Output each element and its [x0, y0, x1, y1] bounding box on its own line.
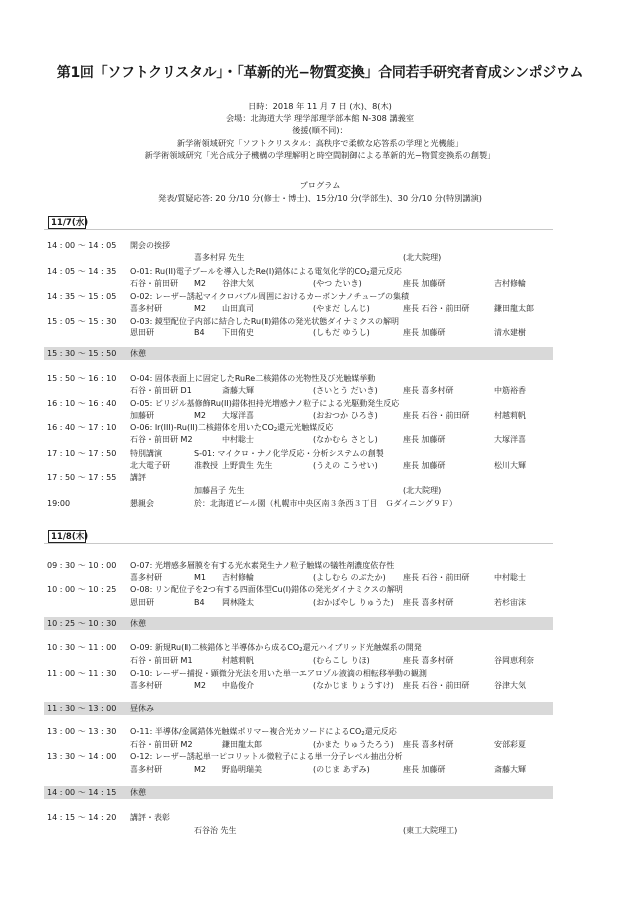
chair-name: 吉村修輪 — [494, 279, 526, 288]
title-part-1: O-01: Ru(II)電子プールを導入したRe(I)錯体による電気化学的CO — [130, 267, 367, 276]
presenter-name: 吉村修輪 — [222, 573, 254, 582]
chair-name: 清水建樹 — [494, 328, 526, 337]
chair-name: 若杉宙沫 — [494, 598, 526, 607]
break-label: 休憩 — [130, 788, 146, 797]
session-col-2: 懇親会 — [130, 499, 154, 508]
day2-label: 11/8(木) — [48, 530, 86, 543]
session-col-3: 准教授 — [194, 461, 218, 470]
title-part-1: O-09: 新規Ru(Ⅱ)二核錯体と半導体から成るCO — [130, 643, 300, 652]
support-label: 後援(順不同)： — [292, 125, 348, 135]
session-col-2: O-08: リン配位子を2つ有する四面体型Cu(Ⅰ)錯体の発光ダイナミクスの解明 — [130, 585, 403, 594]
break-band — [44, 702, 553, 715]
session-title — [130, 727, 397, 737]
chair-name: 村越莉帆 — [494, 411, 526, 420]
presenter-reading: (やまだ しんじ) — [313, 304, 370, 313]
session-col-2: 喜多村研 — [130, 681, 162, 690]
session-col-2: 石谷・前田研 D1 — [130, 386, 192, 395]
session-col-3: M2 — [194, 681, 206, 690]
session-time: 14 : 00 ～ 14 : 15 — [47, 788, 117, 797]
chair-name: 大塚洋喜 — [494, 435, 526, 444]
session-time: 11 : 30 ～ 13 : 00 — [47, 704, 117, 713]
title-part-2: 還元反応 — [364, 727, 397, 736]
break-band — [44, 786, 553, 799]
presenter-reading: (おかばやし りゅうた) — [313, 598, 394, 607]
chair: (東工大院理工) — [403, 826, 458, 835]
chair: 座長 石谷・前田研 — [403, 304, 470, 313]
presenter-name: 下田侑史 — [222, 328, 254, 337]
session-col-3: M2 — [194, 411, 206, 420]
session-time: 17 : 50 ～ 17 : 55 — [47, 473, 117, 482]
presenter-reading: (おおつか ひろき) — [313, 411, 378, 420]
day1-label: 11/7(水) — [48, 216, 86, 229]
presenter-name: 谷津大気 — [222, 279, 254, 288]
presenter-name: 鎌田龍太郎 — [222, 740, 262, 749]
event-date: 日時：2018 年 11 月 7 日 (水)、8(木) — [248, 101, 392, 111]
chair: (北大院理) — [403, 253, 442, 262]
presenter-reading: (のじま あずみ) — [313, 765, 370, 774]
chair-name: 谷津大気 — [494, 681, 526, 690]
chair: 座長 喜多村研 — [403, 656, 454, 665]
presenter-name: 野島明瑞美 — [222, 765, 262, 774]
session-col-2: O-02: レーザー誘起マイクロバブル周囲におけるカーボンナノチューブの集積 — [130, 292, 409, 301]
session-col-2: 石谷・前田研 M2 — [130, 740, 193, 749]
title-part-2: 還元光触媒反応 — [277, 423, 334, 432]
presenter-reading: (むらこし りほ) — [313, 656, 370, 665]
day2-divider — [44, 543, 553, 544]
presenter-reading: (かまた りゅうたろう) — [313, 740, 394, 749]
session-title — [130, 643, 422, 653]
session-col-3: 於：北海道ビール園（札幌市中央区南３条西３丁目 Ｇダイニング９Ｆ） — [194, 499, 457, 508]
session-time: 14 : 00 ～ 14 : 05 — [47, 241, 117, 250]
session-col-2: 特別講演 — [130, 449, 162, 458]
presenter-reading: (なかむら さとし) — [313, 435, 378, 444]
session-col-2: 講評 — [130, 473, 146, 482]
session-col-3: S-01: マイクロ・ナノ化学反応・分析システムの創製 — [194, 449, 384, 458]
chair: 座長 加藤研 — [403, 461, 446, 470]
session-col-2: 恩田研 — [130, 328, 154, 337]
chair: 座長 加藤研 — [403, 328, 446, 337]
title-part-2: 還元ハイブリッド光触媒系の開発 — [302, 643, 422, 652]
session-col-3: 喜多村昇 先生 — [194, 253, 245, 262]
subscript-2: 2 — [361, 731, 365, 737]
session-time: 16 : 40 ～ 17 : 10 — [47, 423, 117, 432]
title-part-1: O-06: Ir(III)-Ru(II)二核錯体を用いたCO — [130, 423, 274, 432]
chair-name: 斎藤大輝 — [494, 765, 526, 774]
session-col-3: M1 — [194, 573, 206, 582]
presenter-reading: (よしむら のぶたか) — [313, 573, 386, 582]
subscript-2: 2 — [366, 271, 370, 277]
session-col-3: 加藤昌子 先生 — [194, 486, 245, 495]
session-time: 14 : 15 ～ 14 : 20 — [47, 813, 117, 822]
chair: 座長 石谷・前田研 — [403, 573, 470, 582]
presenter-name: 岡林隆太 — [222, 598, 254, 607]
session-col-2: O-07: 光増感多層膜を有する光水素発生ナノ粒子触媒の犠牲剤濃度依存性 — [130, 561, 395, 570]
session-time: 13 : 30 ～ 14 : 00 — [47, 752, 117, 761]
session-time: 11 : 00 ～ 11 : 30 — [47, 669, 117, 678]
program-note: 発表/質疑応答: 20 分/10 分(修士・博士)、15分/10 分(学部生)、30 分/10 分(特別講演) — [158, 193, 482, 203]
subscript-2: 2 — [299, 647, 303, 653]
session-time: 15 : 05 ～ 15 : 30 — [47, 317, 117, 326]
session-time: 10 : 00 ～ 10 : 25 — [47, 585, 117, 594]
presenter-reading: (なかじま りょうすけ) — [313, 681, 394, 690]
presenter-name: 中村聡士 — [222, 435, 254, 444]
chair: 座長 石谷・前田研 — [403, 411, 470, 420]
session-time: 14 : 05 ～ 14 : 35 — [47, 267, 117, 276]
chair: 座長 加藤研 — [403, 765, 446, 774]
presenter-name: 山田真司 — [222, 304, 254, 313]
session-col-2: 加藤研 — [130, 411, 154, 420]
presenter-name: 中島俊介 — [222, 681, 254, 690]
presenter-reading: (うえの こうせい) — [313, 461, 378, 470]
day1-divider — [44, 229, 553, 230]
chair: 座長 喜多村研 — [403, 740, 454, 749]
event-venue: 会場：北海道大学 理学部理学部本館 N-308 講義室 — [225, 113, 415, 123]
chair: 座長 喜多村研 — [403, 598, 454, 607]
presenter-name: 斎藤大輝 — [222, 386, 254, 395]
chair: 座長 石谷・前田研 — [403, 681, 470, 690]
session-col-2: 石谷・前田研 M2 — [130, 435, 193, 444]
presenter-reading: (やつ たいき) — [313, 279, 362, 288]
chair: 座長 喜多村研 — [403, 386, 454, 395]
break-label: 休憩 — [130, 349, 146, 358]
session-col-2: 恩田研 — [130, 598, 154, 607]
chair: 座長 加藤研 — [403, 435, 446, 444]
title-part-1: O-11: 半導体/金属錯体光触媒ポリマー複合光カソードによるCO — [130, 727, 362, 736]
presenter-name: 村越莉帆 — [222, 656, 254, 665]
session-time: 09 : 30 ～ 10 : 00 — [47, 561, 117, 570]
session-col-3: 石谷治 先生 — [194, 826, 237, 835]
session-col-2: 喜多村研 — [130, 304, 162, 313]
session-col-3: M2 — [194, 765, 206, 774]
session-time: 10 : 30 ～ 11 : 00 — [47, 643, 117, 652]
chair: (北大院理) — [403, 486, 442, 495]
grant-soft-crystal: 新学術領域研究「ソフトクリスタル：高秩序で柔軟な応答系の学理と光機能」 — [176, 138, 464, 148]
session-col-2: 石谷・前田研 M1 — [130, 656, 193, 665]
session-time: 15 : 30 ～ 15 : 50 — [47, 349, 117, 358]
session-title — [130, 267, 402, 277]
session-col-2: 北大電子研 — [130, 461, 170, 470]
session-col-3: B4 — [194, 598, 205, 607]
chair-name: 松川大輝 — [494, 461, 526, 470]
session-col-2: 石谷・前田研 — [130, 279, 178, 288]
subscript-2: 2 — [273, 427, 278, 433]
session-time: 13 : 00 ～ 13 : 30 — [47, 727, 117, 736]
session-col-3: B4 — [194, 328, 205, 337]
grant-photosynthesis: 新学術領域研究「光合成分子機構の学理解明と時空間制御による革新的光−物質変換系の創製」 — [144, 150, 496, 160]
session-time: 19:00 — [47, 499, 71, 508]
chair-name: 安部彩夏 — [494, 740, 526, 749]
chair-name: 鎌田龍太郎 — [494, 304, 534, 313]
session-col-3: M2 — [194, 304, 206, 313]
session-time: 17 : 10 ～ 17 : 50 — [47, 449, 117, 458]
title-part-2: 還元反応 — [369, 267, 402, 276]
session-time: 10 : 25 ～ 10 : 30 — [47, 619, 117, 628]
break-band — [44, 617, 553, 630]
session-col-2: 開会の挨拶 — [130, 241, 170, 250]
session-col-3: M2 — [194, 279, 206, 288]
symposium-title: 第1回「ソフトクリスタル」・「革新的光−物質変換」合同若手研究者育成シンポジウム — [56, 65, 584, 81]
presenter-name: 上野貴生 先生 — [222, 461, 273, 470]
session-col-2: 喜多村研 — [130, 765, 162, 774]
session-col-2: O-04: 固体表面上に固定したRuRe二核錯体の光物性及び光触媒挙動 — [130, 374, 376, 383]
presenter-name: 大塚洋喜 — [222, 411, 254, 420]
break-label: 昼休み — [130, 704, 154, 713]
session-time: 16 : 10 ～ 16 : 40 — [47, 399, 117, 408]
chair-name: 谷岡恵利奈 — [494, 656, 534, 665]
session-col-2: O-05: ビリジル基修飾Ru(II)錯体担持光増感ナノ粒子による光駆動発生反応 — [130, 399, 400, 408]
program-heading: プログラム — [299, 180, 341, 190]
presenter-reading: (しもだ ゆうし) — [313, 328, 370, 337]
session-col-2: O-10: レーザー捕捉・顕微分光法を用いた単一エアロゾル液滴の相転移挙動の観測 — [130, 669, 427, 678]
session-col-2: O-12: レーザー誘起単一ピコリットル微粒子による単一分子レベル抽出分析 — [130, 752, 403, 761]
chair-name: 中筋裕香 — [494, 386, 526, 395]
chair: 座長 加藤研 — [403, 279, 446, 288]
session-time: 15 : 50 ～ 16 : 10 — [47, 374, 117, 383]
break-label: 休憩 — [130, 619, 146, 628]
presenter-reading: (さいとう だいき) — [313, 386, 378, 395]
session-col-2: O-03: 鏡型配位子内部に結合したRu(Ⅱ)錯体の発光状態ダイナミクスの解明 — [130, 317, 400, 326]
break-band — [44, 347, 553, 360]
session-col-2: 講評・表彰 — [130, 813, 170, 822]
session-title — [130, 423, 333, 433]
session-col-2: 喜多村研 — [130, 573, 162, 582]
chair-name: 中村聡士 — [494, 573, 526, 582]
session-time: 14 : 35 ～ 15 : 05 — [47, 292, 117, 301]
